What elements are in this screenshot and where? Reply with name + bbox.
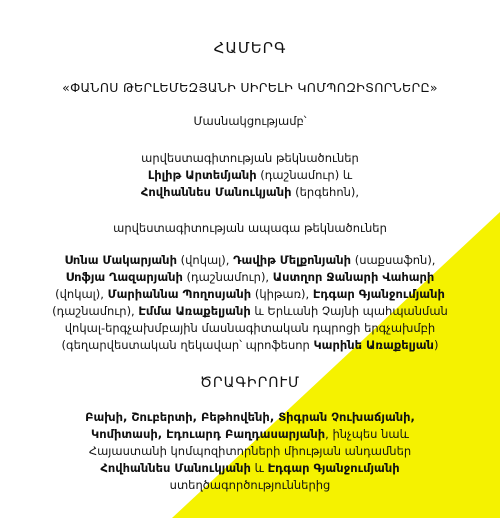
ensemble-line: վոկալ-երգչախմբային մասնագիտական դպրոցի երգչախմբի (64, 321, 436, 335)
student-role: (սաքսաֆոն), (351, 253, 436, 267)
soloist-name: Լիլիթ Արտեմյանի (147, 168, 257, 182)
director-suffix: ) (433, 338, 439, 352)
composer-names: Էդգար Գյանջումյանի (267, 461, 400, 475)
student-name: Էդգար Գյանջումյանի (312, 287, 445, 301)
student-name: Սոֆյա Ղազարյանի (65, 270, 183, 284)
program-line-1 (0, 409, 500, 426)
program-line-5: ստեղծագործություններից (169, 478, 331, 492)
students-line-1 (0, 252, 500, 269)
program-line-2 (0, 426, 500, 443)
student-role: (կիթառ), (251, 287, 313, 301)
student-name: Սոնա Մակարյանի (64, 253, 177, 267)
participation-label: Մասնակցությամբ՝ (193, 114, 307, 128)
concert-title: ՀԱՄԵՐԳ (213, 39, 287, 57)
composer-names: Կոմիտասի, Էդուարդ Բաղդասարյանի (91, 427, 326, 441)
director-prefix: (գեղարվեստական ղեկավար՝ պրոֆեսոր (61, 338, 314, 352)
director-name: Կարինե Առաքելյան (313, 338, 434, 352)
student-role: (դաշնամուր), (182, 270, 273, 284)
program-line-4 (0, 460, 500, 477)
program-text: , ինչպես նաև (325, 427, 409, 441)
students-heading: արվեստագիտության ապագա թեկնածուներ (113, 221, 387, 235)
students-section (0, 252, 500, 354)
students-line-2 (0, 269, 500, 286)
soloists-heading: արվեստագիտության թեկնածուներ (141, 151, 359, 165)
concert-subtitle: «ՓԱՆՈՍ ԹԵՐԼԵՄԵԶՅԱՆԻ ՍԻՐԵԼԻ ԿՈՄՊՈԶԻՏՈՐՆԵՐԸ» (62, 80, 438, 95)
soloist-name: Հովհաննես Մանուկյանի (140, 185, 292, 199)
soloists-section (0, 150, 500, 201)
program-heading: ԾՐԱԳԻՐՈՒՄ (199, 375, 301, 391)
student-name: Աստղոր Ջանարի Վահարի (272, 270, 435, 284)
program-line-3: Հայաստանի կոմպոզիտորների միության անդամներ (88, 444, 412, 458)
soloist-line-2 (0, 184, 500, 201)
student-name: Էմմա Առաքելյանի (138, 304, 251, 318)
soloist-role: (երգեհոն), (291, 185, 360, 199)
student-role: (վոկալ), (55, 287, 108, 301)
student-name: Մարիաննա Պողոսյանի (107, 287, 252, 301)
student-role: (դաշնամուր), (52, 304, 139, 318)
program-section (0, 409, 500, 494)
composer-names: Հովհաննես Մանուկյանի (100, 461, 251, 475)
program-text: և (250, 461, 268, 475)
soloist-line-1 (0, 167, 500, 184)
student-role: և Երևանի Չայնի պահպանման (250, 304, 448, 318)
student-role: (վոկալ), (176, 253, 234, 267)
composer-names: Բախի, Շուբերտի, Բեթհովենի, Տիգրան Չուխաճյանի, (85, 410, 415, 424)
students-line-4 (0, 303, 500, 320)
students-line-3 (0, 286, 500, 303)
soloist-role: (դաշնամուր) և (256, 168, 353, 182)
student-name: Դավիթ Մելքոնյանի (233, 253, 352, 267)
director-line (0, 337, 500, 354)
